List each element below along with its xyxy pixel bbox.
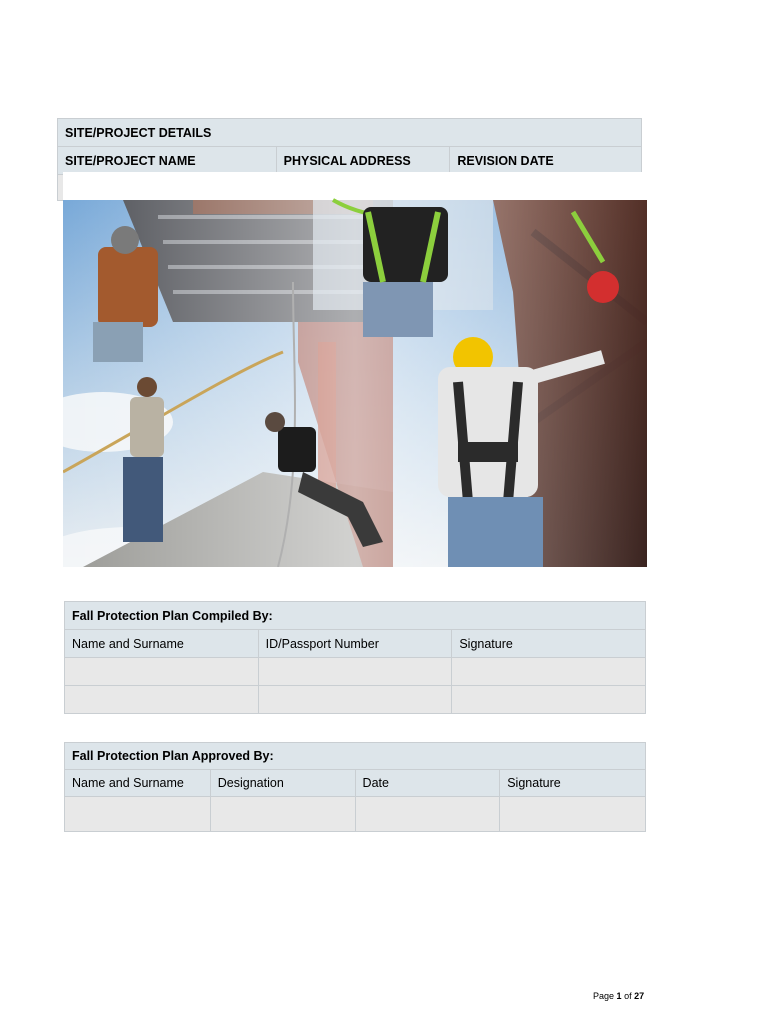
compiled-name-cell[interactable] — [65, 686, 259, 714]
compiled-name-cell[interactable] — [65, 658, 259, 686]
site-project-details-title: SITE/PROJECT DETAILS — [58, 119, 642, 147]
approved-column-designation: Designation — [210, 770, 355, 797]
approved-name-cell[interactable] — [65, 797, 211, 832]
approved-column-signature: Signature — [500, 770, 646, 797]
of-label: of — [624, 991, 632, 1001]
page-number-footer — [593, 991, 644, 1001]
compiled-signature-cell[interactable] — [452, 658, 646, 686]
compiled-by-title: Fall Protection Plan Compiled By: — [65, 602, 646, 630]
compiled-column-name-surname: Name and Surname — [65, 630, 259, 658]
approved-column-name-surname: Name and Surname — [65, 770, 211, 797]
total-pages-number: 27 — [634, 991, 645, 1001]
approved-designation-cell[interactable] — [210, 797, 355, 832]
plan-compiled-by-table — [64, 601, 646, 714]
compiled-signature-cell[interactable] — [452, 686, 646, 714]
compiled-column-id-passport: ID/Passport Number — [258, 630, 452, 658]
approved-by-title: Fall Protection Plan Approved By: — [65, 743, 646, 770]
plan-approved-by-table — [64, 742, 646, 832]
page-label: Page — [593, 991, 615, 1001]
column-header-revision-date: REVISION DATE — [450, 147, 642, 175]
column-header-site-project-name: SITE/PROJECT NAME — [58, 147, 277, 175]
compiled-id-cell[interactable] — [258, 658, 452, 686]
fall-protection-workers-photo — [63, 172, 647, 567]
approved-column-date: Date — [355, 770, 500, 797]
compiled-id-cell[interactable] — [258, 686, 452, 714]
column-header-physical-address: PHYSICAL ADDRESS — [276, 147, 450, 175]
approved-signature-cell[interactable] — [500, 797, 646, 832]
compiled-column-signature: Signature — [452, 630, 646, 658]
approved-date-cell[interactable] — [355, 797, 500, 832]
current-page-number: 1 — [616, 991, 622, 1001]
